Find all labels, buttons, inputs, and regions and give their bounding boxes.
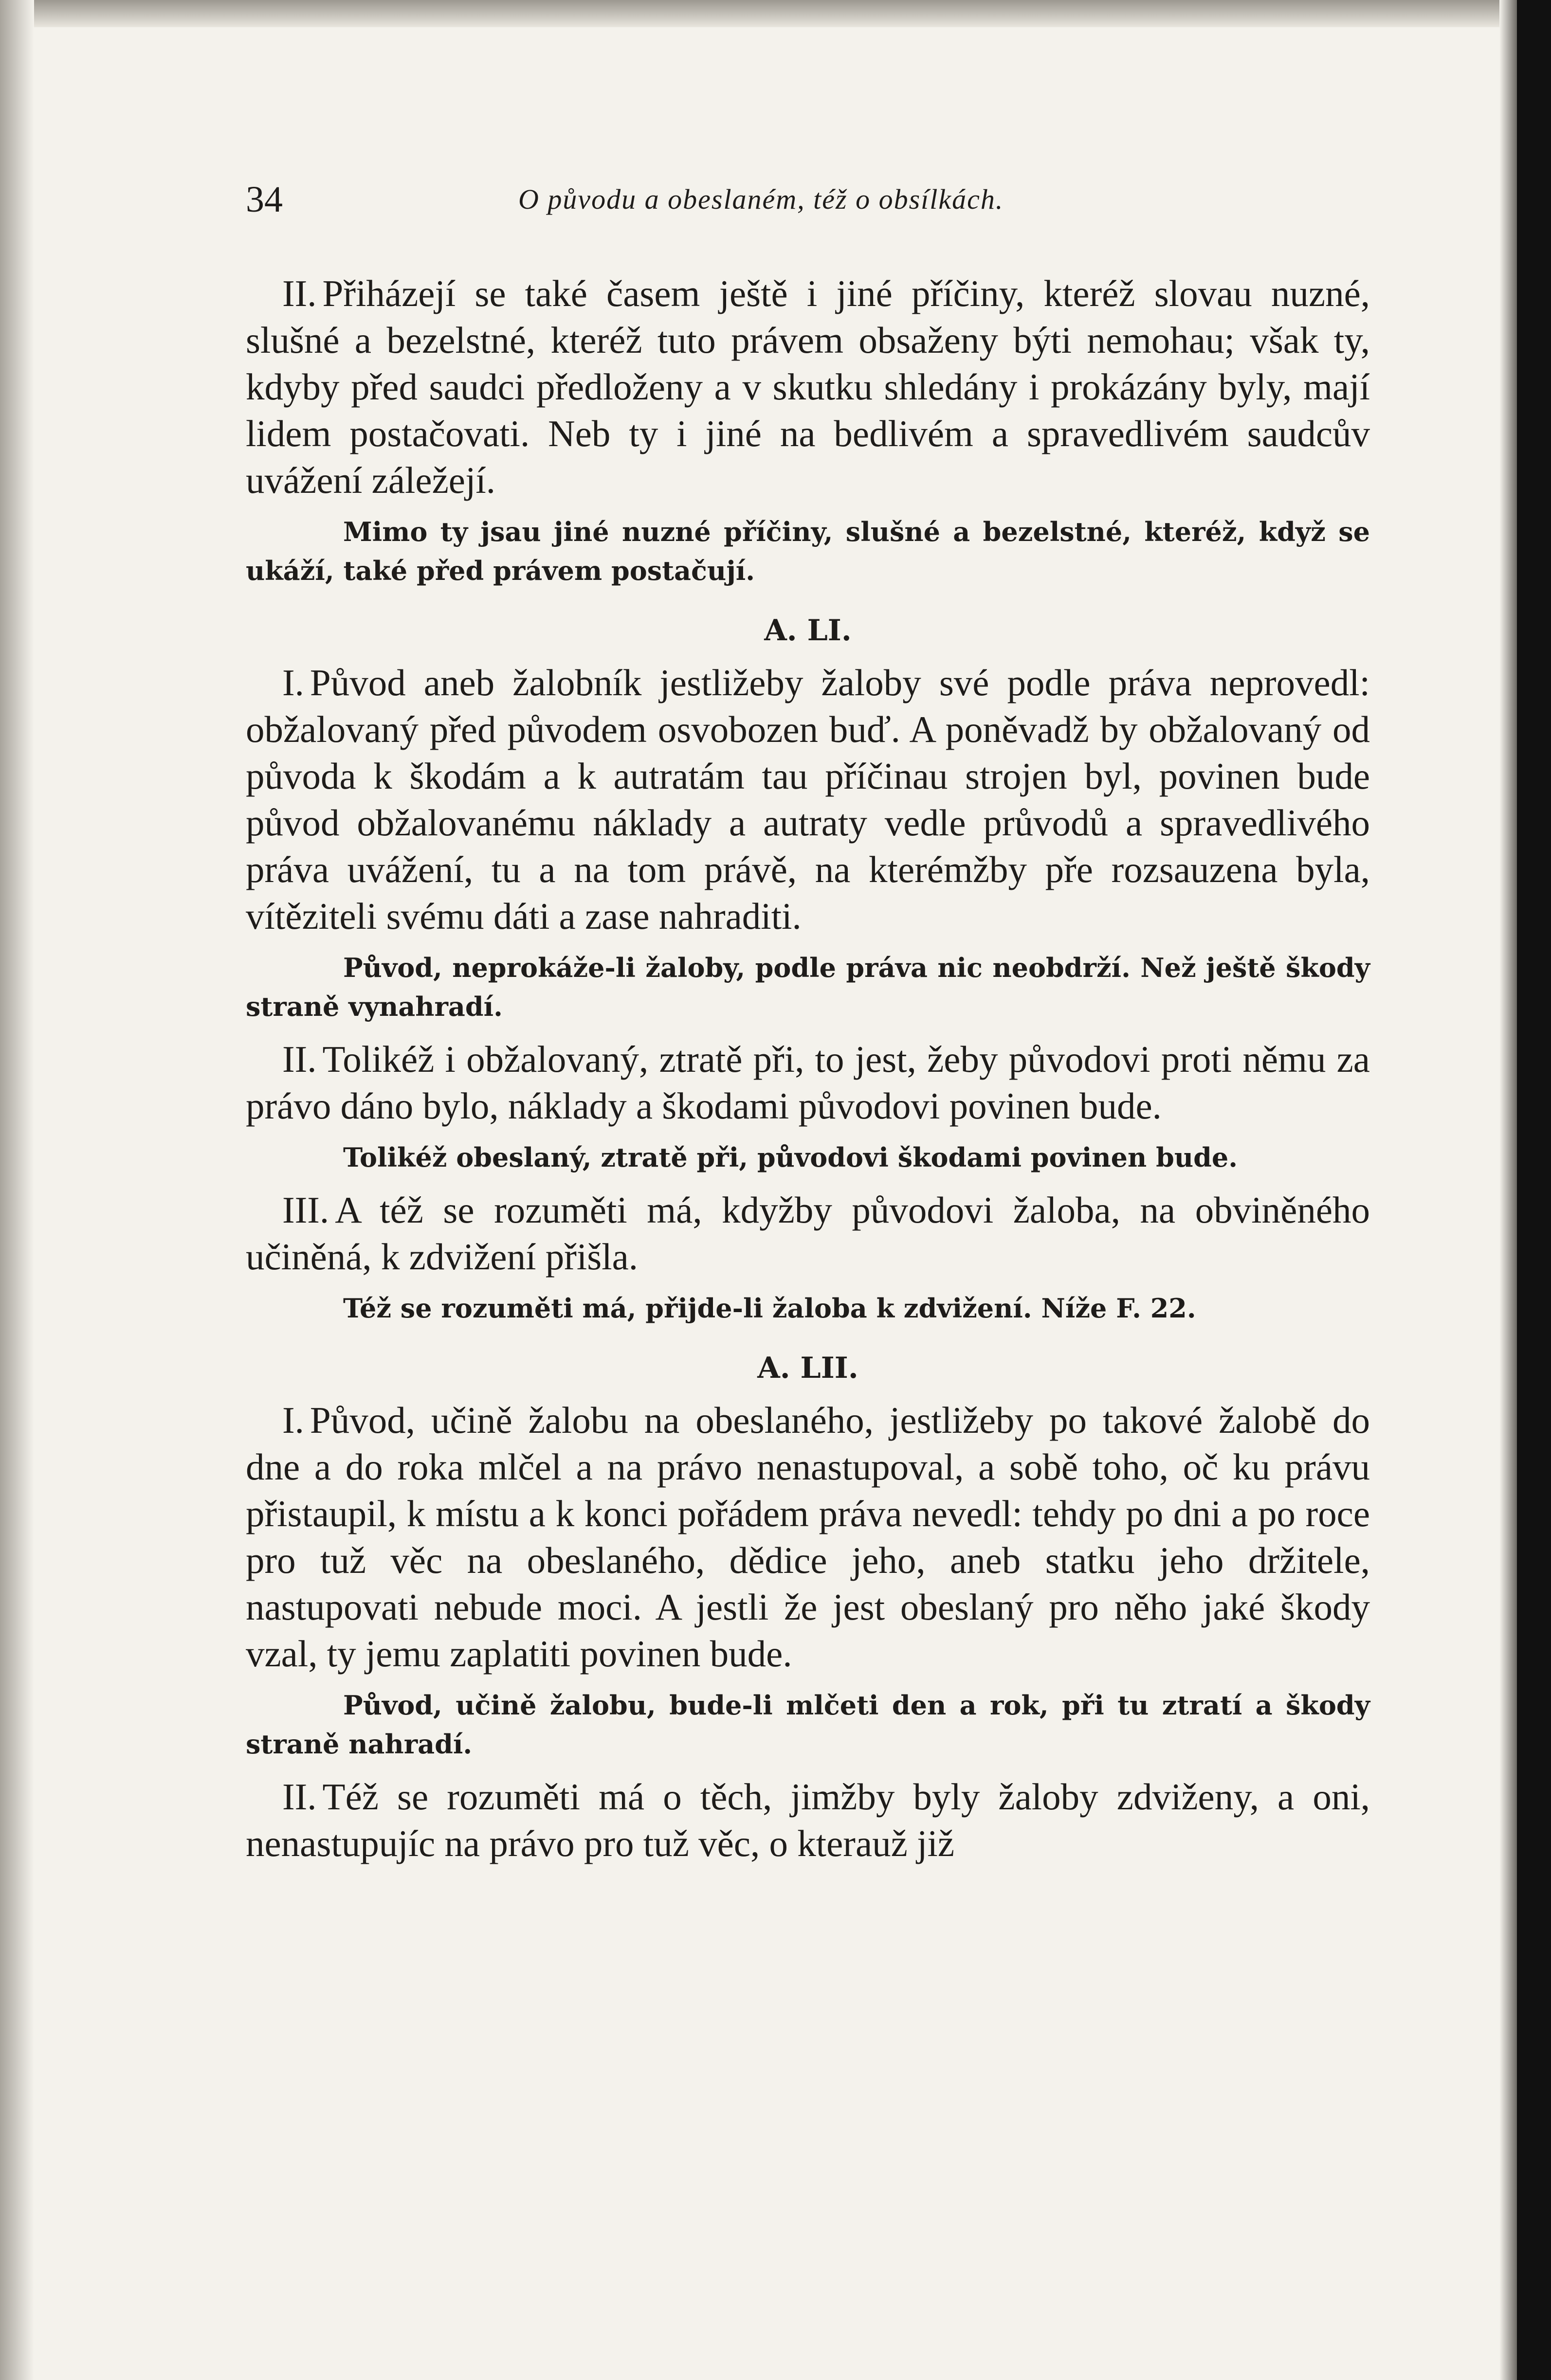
paragraph-number: II. xyxy=(282,272,317,314)
page-header xyxy=(246,175,1370,234)
paragraph-text: Též se rozuměti má o těch, jimžby byly žaloby zdviženy, a oni, nenastupujíc na právo pro tuž věc, o kterauž již xyxy=(246,1776,1370,1864)
paragraph-text: Původ aneb žalobník jestližeby žaloby své podle práva neprovedl: obžalovaný před původem osvobozen buď. A poněvadž by obžalovaný od původa k škodám a k autratám tau příčinau strojen byl, povinen bude původ obžalovanému náklady a autraty vedle průvodů a spravedlivého práva uvážení, tu a na tom právě, na kterémžby pře rozsauzena byla, vítěziteli svému dáti a zase nahraditi. xyxy=(246,662,1370,937)
note-text: Mimo ty jsau jiné nuzné příčiny, slušné a bezelstné, kteréž, když se ukáží, také před právem postačují. xyxy=(246,516,1370,586)
scan-edge-right xyxy=(1517,0,1551,2380)
page-number: 34 xyxy=(246,179,283,220)
note-text: Původ, učině žalobu, bude-li mlčeti den a rok, při tu ztratí a škody straně nahradí. xyxy=(246,1690,1370,1760)
paragraph-text: Tolikéž i obžalovaný, ztratě při, to jest, žeby původovi proti němu za právo dáno bylo, náklady a škodami původovi povinen bude. xyxy=(246,1038,1370,1127)
running-title: O původu a obeslaném, též o obsílkách. xyxy=(518,183,1004,215)
summary-note xyxy=(246,512,1370,590)
summary-note xyxy=(246,1138,1370,1177)
article-paragraph xyxy=(246,1773,1370,1867)
note-text: Tolikéž obeslaný, ztratě při, původovi škodami povinen bude. xyxy=(343,1142,1238,1173)
article-paragraph xyxy=(246,659,1370,939)
paragraph-number: II. xyxy=(282,1038,317,1080)
scan-edge-top xyxy=(0,0,1551,27)
paragraph-number: III. xyxy=(282,1189,329,1231)
page-body xyxy=(246,270,1370,1867)
article-heading: A. LI. xyxy=(764,613,852,648)
paragraph-text: Přiházejí se také časem ještě i jiné příčiny, kteréž slovau nuzné, slušné a bezelstné, kteréž tuto právem obsaženy býti nemohau; však ty, kdyby před saudci předloženy a v skutku shledány i prokázány byly, mají lidem postačovati. Neb ty i jiné na bedlivém a spravedlivém saudcův uvážení záležejí. xyxy=(246,272,1370,501)
paragraph-number: I. xyxy=(282,1399,304,1441)
paragraph-number: I. xyxy=(282,662,304,703)
paragraph-text: Původ, učině žalobu na obeslaného, jestližeby po takové žalobě do dne a do roka mlčel a na právo nenastupoval, a sobě toho, oč ku právu přistaupil, k místu a k konci pořádem práva nevedl: tehdy po dni a po roce pro tuž věc na obeslaného, dědice jeho, aneb statku jeho držitele, nastupovati nebude moci. A jestli že jest obeslaný pro něho jaké škody vzal, ty jemu zaplatiti povinen bude. xyxy=(246,1399,1370,1675)
note-text: Též se rozuměti má, přijde-li žaloba k zdvižení. Níže F. 22. xyxy=(343,1293,1196,1324)
paragraph-text: A též se rozuměti má, kdyžby původovi žaloba, na obviněného učiněná, k zdvižení přišla. xyxy=(246,1189,1370,1278)
paragraph-number: II. xyxy=(282,1776,317,1818)
summary-note xyxy=(246,1289,1370,1328)
note-text: Původ, neprokáže-li žaloby, podle práva nic neobdrží. Než ještě škody straně vynahradí. xyxy=(246,952,1370,1022)
scan-edge-left xyxy=(0,0,34,2380)
summary-note xyxy=(246,1686,1370,1764)
article-heading: A. LII. xyxy=(757,1351,858,1385)
article-paragraph xyxy=(246,1187,1370,1280)
summary-note xyxy=(246,948,1370,1026)
scan-gutter-shadow xyxy=(1499,0,1517,2380)
article-paragraph xyxy=(246,1036,1370,1129)
article-paragraph xyxy=(246,1397,1370,1677)
article-paragraph xyxy=(246,270,1370,504)
